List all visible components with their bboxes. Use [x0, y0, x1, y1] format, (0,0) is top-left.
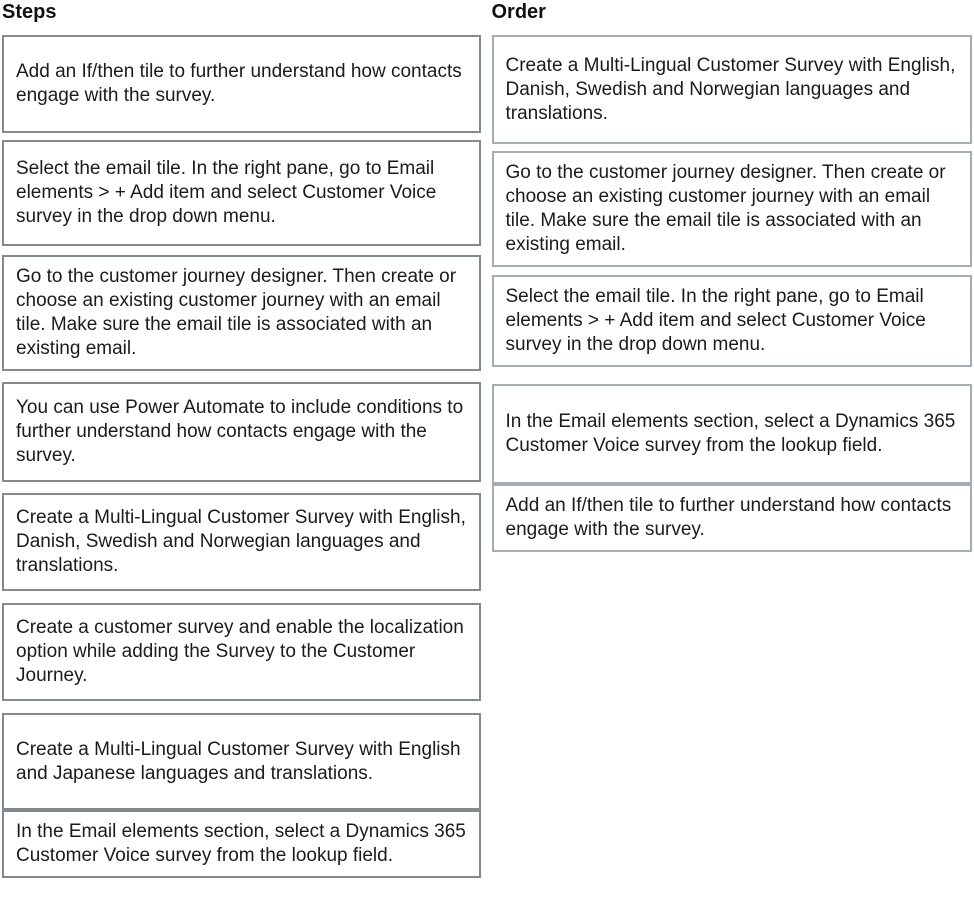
- steps-card-text: Select the email tile. In the right pane, go to Email elements > + Add item and select Customer Voice survey in the drop down menu.: [16, 158, 437, 227]
- steps-card-text: Add an If/then tile to further understand how contacts engage with the survey.: [16, 61, 462, 106]
- steps-card-text: Go to the customer journey designer. Then create or choose an existing customer journey with an email tile. Make sure the email tile is associated with an existing email.: [16, 266, 457, 359]
- order-card-text: Create a Multi-Lingual Customer Survey with English, Danish, Swedish and Norwegian languages and translations.: [505, 54, 956, 124]
- order-column: [492, 2, 973, 878]
- order-column-title: Order: [491, 1, 546, 23]
- steps-column-title: Steps: [2, 1, 57, 23]
- order-card-text: Add an If/then tile to further understand how contacts engage with the survey.: [505, 495, 952, 540]
- steps-card[interactable]: [2, 493, 481, 591]
- order-card[interactable]: [492, 151, 973, 267]
- order-card[interactable]: [492, 35, 973, 144]
- steps-card-text: Create a Multi-Lingual Customer Survey with English, Danish, Swedish and Norwegian languages and translations.: [16, 507, 466, 576]
- steps-card[interactable]: [2, 603, 481, 701]
- order-card[interactable]: [492, 484, 973, 552]
- order-card-text: Select the email tile. In the right pane, go to Email elements > + Add item and select Customer Voice survey in the drop down menu.: [505, 286, 926, 355]
- steps-card[interactable]: [2, 140, 481, 246]
- order-card[interactable]: [492, 384, 973, 484]
- steps-card[interactable]: [2, 810, 481, 878]
- steps-card[interactable]: [2, 35, 481, 133]
- steps-card-text: Create a Multi-Lingual Customer Survey with English and Japanese languages and translations.: [16, 738, 461, 784]
- steps-column: [2, 2, 481, 878]
- steps-card-text: You can use Power Automate to include conditions to further understand how contacts engage with the survey.: [16, 397, 464, 466]
- steps-card[interactable]: [2, 382, 481, 482]
- steps-card-text: In the Email elements section, select a Dynamics 365 Customer Voice survey from the lookup field.: [16, 821, 466, 866]
- steps-card-text: Create a customer survey and enable the localization option while adding the Survey to the Customer Journey.: [16, 617, 464, 686]
- steps-card[interactable]: [2, 255, 481, 371]
- steps-card[interactable]: [2, 713, 481, 810]
- order-card-text: Go to the customer journey designer. Then create or choose an existing customer journey with an email tile. Make sure the email tile is associated with an existing email.: [505, 162, 946, 255]
- order-card-text: In the Email elements section, select a Dynamics 365 Customer Voice survey from the lookup field.: [505, 411, 956, 456]
- order-card[interactable]: [492, 275, 973, 367]
